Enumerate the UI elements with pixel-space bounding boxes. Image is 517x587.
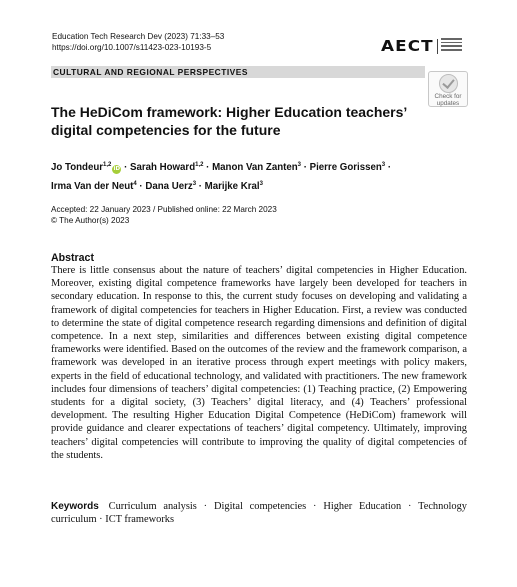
- journal-citation: Education Tech Research Dev (2023) 71:33–53: [52, 32, 225, 41]
- check-updates-icon: [439, 74, 458, 93]
- author-name[interactable]: Irma Van der Neut: [51, 181, 134, 192]
- author-name[interactable]: Marijke Kral: [204, 181, 260, 192]
- author-name[interactable]: Dana Uerz: [145, 181, 193, 192]
- paper-title: The HeDiCom framework: Higher Education teachers’ digital competencies for the future: [51, 104, 407, 138]
- check-updates-line2: updates: [436, 99, 460, 107]
- copyright-notice: © The Author(s) 2023: [51, 216, 130, 225]
- author-name[interactable]: Manon Van Zanten: [212, 162, 298, 173]
- author-affiliation: 4: [133, 181, 137, 187]
- author-list: Jo Tondeur$^{1,2}$iD · Sarah Howard$^{1,2}$ · Manon Van Zanten$^3$ · Pierre Gorissen$^3$ · Irma Van der Neut$^4$ · Dana Uerz$^3$ · Marijke Kral$^3$: [51, 162, 392, 192]
- author-name[interactable]: Jo Tondeur: [51, 162, 104, 173]
- logo-mark-icon: [441, 38, 462, 55]
- logo-divider: [437, 39, 438, 54]
- keywords-label: Keywords: [51, 501, 99, 512]
- author-affiliation: 1,2: [195, 162, 204, 168]
- author-name[interactable]: Sarah Howard: [129, 162, 196, 173]
- author-name[interactable]: Pierre Gorissen: [309, 162, 382, 173]
- author-affiliation: 3: [381, 162, 386, 168]
- section-label: CULTURAL AND REGIONAL PERSPECTIVES: [53, 67, 248, 77]
- keywords-text: Curriculum analysis · Digital competencies · Higher Education · Technology curriculum · ICT frameworks: [51, 501, 467, 526]
- aect-logo-text: AECT: [381, 37, 434, 55]
- check-updates-line1: Check for: [434, 93, 462, 100]
- orcid-icon[interactable]: iD: [113, 166, 121, 172]
- author-affiliation: 1,2: [103, 162, 112, 168]
- aect-logo: [381, 37, 434, 55]
- doi-link[interactable]: https://doi.org/10.1007/s11423-023-10193-5: [52, 43, 212, 52]
- author-affiliation: 3: [259, 181, 263, 187]
- abstract-body: There is little consensus about the nature of teachers’ digital competencies in Higher Education. Moreover, existing digital competence frameworks have largely been developed for teachers in secondary education. In response to this, the current study focuses on developing and validating a framework of digital competencies for teachers in Higher Education. First, a review was conducted to determine the state of digital competence research regarding dimensions and definition of digital competence. In a next step, similarities and differences between existing digital competence frameworks were identified. Based on the outcomes of the review and the framework comparison, a framework was developed in an iterative process through expert meetings with policy makers, experts in the field of educational technology, and validated with practitioners. The new framework includes four dimensions of teachers’ digital competencies: (1) Teaching practice, (2) Empowering students for a digital society, (3) Teachers’ digital literacy, and (4) Teachers’ professional development. The resulting Higher Education Digital Competence (HeDiCom) framework will provide guidance and clearer expectations of teachers’ digital competency. Ultimately, improving teachers’ digital competencies will contribute to improving the quality of digital competencies of the students.: [51, 265, 467, 461]
- check-for-updates-button[interactable]: [428, 71, 468, 107]
- abstract-heading: Abstract: [51, 252, 94, 264]
- publication-dates: Accepted: 22 January 2023 / Published online: 22 March 2023: [51, 205, 277, 214]
- author-affiliation: 3: [297, 162, 302, 168]
- author-affiliation: 3: [192, 181, 197, 187]
- keywords-section: [51, 500, 467, 526]
